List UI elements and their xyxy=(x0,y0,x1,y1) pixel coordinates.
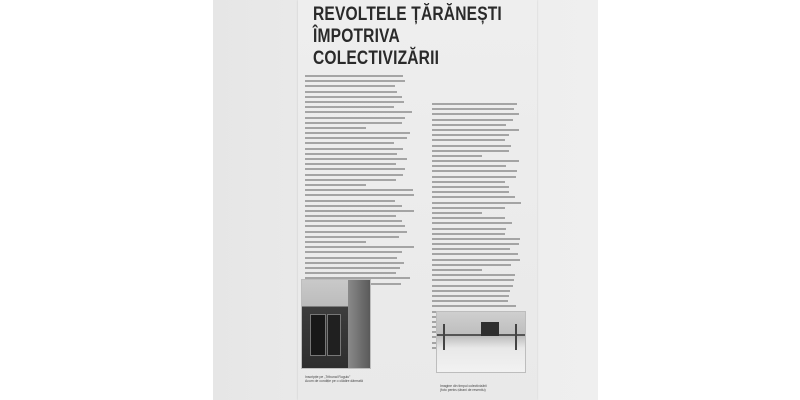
text-line xyxy=(305,215,396,217)
text-line xyxy=(305,194,414,196)
text-line xyxy=(305,225,405,227)
text-line xyxy=(305,184,366,186)
photo-window xyxy=(327,314,341,356)
title-line-1: REVOLTELE ȚĂRĂNEȘTI xyxy=(313,4,502,25)
text-line xyxy=(305,272,396,274)
text-line xyxy=(305,262,404,264)
text-line xyxy=(432,248,510,250)
text-line xyxy=(305,96,402,98)
text-line xyxy=(432,124,506,126)
text-line xyxy=(432,222,512,224)
text-line xyxy=(305,236,399,238)
text-line xyxy=(432,264,511,266)
text-line xyxy=(432,285,513,287)
text-line xyxy=(432,129,519,131)
text-line xyxy=(305,111,412,113)
text-line xyxy=(305,174,403,176)
photo-truck xyxy=(481,322,499,336)
text-line xyxy=(432,165,506,167)
text-line xyxy=(432,228,506,230)
text-line xyxy=(305,200,395,202)
text-line xyxy=(432,212,482,214)
text-line xyxy=(305,117,405,119)
text-line xyxy=(432,160,519,162)
photo1-caption xyxy=(305,375,385,383)
text-line xyxy=(305,106,394,108)
text-line xyxy=(305,122,402,124)
text-line xyxy=(305,163,396,165)
text-line xyxy=(432,108,514,110)
text-line xyxy=(432,191,509,193)
text-line xyxy=(432,170,517,172)
text-line xyxy=(432,295,509,297)
photo1-caption-line-2: Acum de condiție pe o clădire dărmată xyxy=(305,379,363,384)
text-line xyxy=(305,257,397,259)
text-line xyxy=(305,137,407,139)
text-line xyxy=(432,253,518,255)
text-line xyxy=(432,103,517,105)
text-line xyxy=(432,233,505,235)
text-line xyxy=(432,243,519,245)
text-line xyxy=(432,196,515,198)
text-line xyxy=(305,210,414,212)
text-line xyxy=(432,176,516,178)
text-line xyxy=(432,279,514,281)
text-line xyxy=(305,85,395,87)
text-line xyxy=(305,168,405,170)
panel-title xyxy=(313,4,502,70)
text-line xyxy=(305,80,405,82)
photo2-caption-line-1: Imagine din timpul colectivizării xyxy=(440,384,487,388)
text-line xyxy=(305,153,397,155)
text-line xyxy=(305,246,414,248)
text-line xyxy=(305,127,366,129)
text-line xyxy=(305,142,394,144)
text-line xyxy=(432,145,511,147)
text-line xyxy=(432,207,505,209)
text-line xyxy=(305,189,413,191)
text-line xyxy=(305,101,404,103)
text-line xyxy=(432,259,520,261)
text-line xyxy=(432,269,482,271)
photo1-caption-line-1: Inscripție pe „Tribunal Rugulu” xyxy=(305,375,351,379)
photo-building-inscription xyxy=(301,279,371,369)
text-line xyxy=(432,202,521,204)
body-text-left-column xyxy=(305,75,415,285)
text-line xyxy=(305,179,396,181)
text-line xyxy=(432,134,509,136)
text-line xyxy=(432,274,515,276)
text-line xyxy=(305,251,402,253)
text-line xyxy=(432,139,505,141)
text-line xyxy=(432,113,519,115)
photo2-caption xyxy=(440,384,520,392)
title-line-3: COLECTIVIZĂRII xyxy=(313,48,440,69)
text-line xyxy=(305,267,400,269)
text-line xyxy=(432,181,505,183)
text-line xyxy=(305,158,407,160)
photo-collectivization-scene xyxy=(436,311,526,373)
text-line xyxy=(432,186,509,188)
photo2-caption-line-2: (foto pentru țărani de resentiu) xyxy=(440,388,486,393)
text-line xyxy=(305,132,410,134)
text-line xyxy=(305,220,402,222)
text-line xyxy=(305,205,402,207)
text-line xyxy=(432,305,516,307)
text-line xyxy=(432,238,520,240)
text-line xyxy=(432,217,505,219)
title-line-2: ÎMPOTRIVA xyxy=(313,26,400,47)
text-line xyxy=(432,290,510,292)
text-line xyxy=(305,148,403,150)
photo-door xyxy=(310,314,326,356)
photo-fence-post xyxy=(443,324,445,350)
text-line xyxy=(305,231,407,233)
photo-wall-detail xyxy=(348,280,370,368)
text-line xyxy=(432,150,509,152)
text-line xyxy=(432,119,513,121)
text-line xyxy=(432,155,482,157)
text-line xyxy=(305,241,366,243)
text-line xyxy=(432,300,508,302)
photo-fence-post xyxy=(515,324,517,350)
text-line xyxy=(305,75,403,77)
text-line xyxy=(305,91,397,93)
